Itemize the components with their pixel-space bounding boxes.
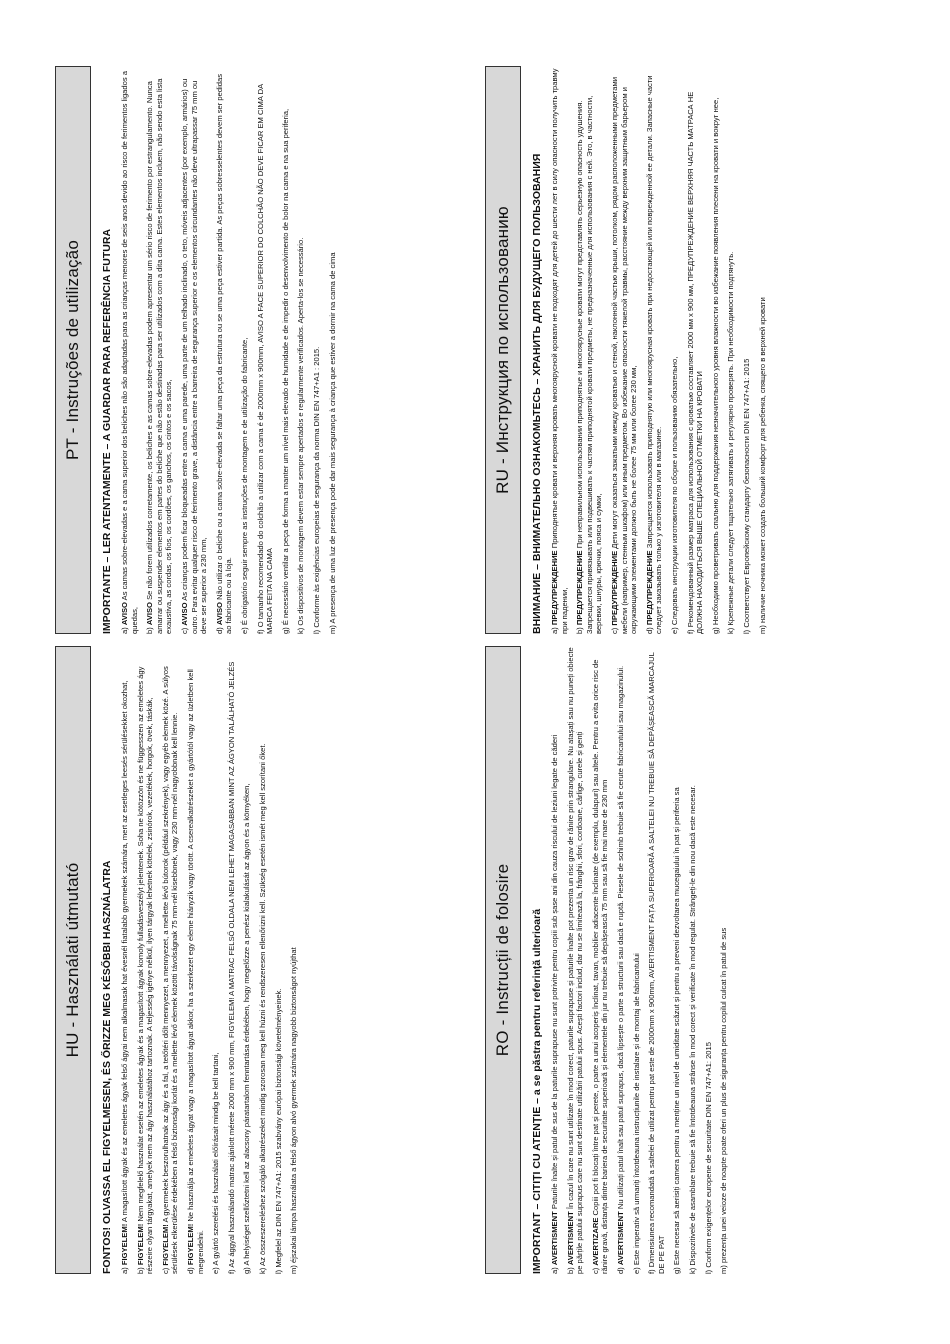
instruction-item (742, 66, 752, 634)
item-text: Dispozitivele de asamblare trebuie să fie întotdeauna strânse în mod corect și verificate în mod regulat. Strângeți-le din nou dacă este necesar. (687, 785, 697, 1266)
instruction-item (647, 646, 666, 1274)
item-text: O tamanho recomendado do colchão a utilizar com a cama é de 2000mm x 900mm, AVISO A FACE SUPERIOR DO COLCHÃO NÃO DEVE FICAR EM CIMA DA MARCA FEITA NA CAMA (255, 84, 275, 634)
item-letter: e) (211, 1265, 221, 1274)
instruction-item (704, 646, 714, 1274)
item-warning-label: AVISO (120, 602, 129, 626)
item-letter: a) (120, 1265, 129, 1274)
item-letter: k) (257, 1265, 267, 1274)
section-ru-title: RU - Инструкция по использованию (485, 66, 521, 634)
section-hu-title: HU - Használati útmutató (55, 646, 91, 1274)
section-pt-title: PT - Instruções de utilização (55, 66, 91, 634)
instruction-item (616, 646, 626, 1274)
instruction-item (161, 646, 180, 1274)
item-letter: g) (280, 625, 290, 634)
instruction-item (145, 66, 174, 634)
instruction-item (258, 646, 268, 1274)
instruction-item (758, 66, 768, 634)
item-letter: a) (550, 625, 559, 634)
item-text: Conform exigențelor europene de securitate DIN EN 747+A1: 2015 (703, 1042, 713, 1268)
item-letter: c) (609, 625, 619, 634)
section-hu-items (120, 646, 299, 1274)
item-text: A helyiséget szellőztetni kell az alacsony páratartalom fenntartása érdekében, hogy megelőzze a penész kialakulását az ágyon és a környéken, (242, 783, 252, 1266)
instruction-item (136, 646, 155, 1274)
item-text: É obrigatório seguir sempre as instruções de montagem e de utilização do fabricante, (239, 337, 249, 626)
section-ru (485, 60, 895, 640)
item-text: Приподнятые кровати и верхняя кровать многоярусной кровати не подходят для детей до шести лет в силу опасности получить травму при падении, (550, 68, 569, 634)
instruction-item (289, 646, 299, 1274)
item-letter: c) (160, 1265, 170, 1274)
item-text: Дети могут оказаться зажатыми между кроватью и стеной, наклонной частью крыши, потолком, рядом расположенными предметами мебели (например, стенным шкафом) или иным предметом. Во избежание опасности тяжелой травмы, расстояние между верхним защитным барьером и окружающими элементами должно быть не более 75 мм или более 230 мм, (609, 77, 639, 634)
instruction-item (550, 646, 560, 1274)
item-letter: g) (242, 1265, 252, 1274)
instruction-item (632, 646, 642, 1274)
item-letter: d) (615, 1265, 625, 1274)
item-letter: k) (296, 625, 306, 634)
item-letter: l) (311, 627, 321, 634)
item-letter: c) (179, 625, 189, 634)
item-text: Este necesar să aerisiți camera pentru a menține un nivel de umiditate scăzut și pentru a preveni dezvoltarea mucegaiului în pat și periferia sa (672, 787, 682, 1266)
section-ru-items (550, 66, 767, 634)
instruction-item (575, 66, 604, 634)
item-text: În cazul în care nu sunt utilizate în mod corect, paturile suprapuse și paturile înalte pot prezenta un risc grav de rănire prin strangulare. Nu atașați sau nu puneți obiecte pe părțile patului suprapus care nu sunt destinate utilizării patului spus. Acești factori includ, dar nu se limitează la, frânghii, sfori, cordoane, cârlige, curele și genți (565, 647, 585, 1274)
item-text: A gyermekek beszorulhatnak az ágy és a fal, a tetőtéri dőlt mennyezet, a mennyezet, a mellette lévő bútorok (például szekrények), vagy egyéb elemek közé. A súlyos sérülések elkerülése érdekében a felső biztonsági korlát és a mellette lévő elemek közötti távolságnak 75 mm-nél kisebbnek, vagy 230 mm-nél nagyobbnak kell lennie. (160, 666, 180, 1274)
item-text: prezența unei veioze de noapte poate oferi un plus de siguranța pentru copilul culcat în patul de sus (719, 927, 729, 1264)
item-letter: f) (647, 1267, 657, 1274)
instruction-item (180, 66, 209, 634)
instruction-item (120, 646, 130, 1274)
item-letter: a) (550, 1265, 559, 1274)
item-letter: k) (687, 1265, 697, 1274)
item-warning-label: AVISO (145, 602, 155, 626)
instruction-item (550, 66, 569, 634)
item-text: As crianças podem ficar bloqueadas entre a cama e uma parede, uma parte de um telhado inclinado, o teto, móveis adjacentes (por exemplo, armários) ou outro. Para evitar qualquer risco de ferimento grave, a distância entre a barreira de segurança superior e os elementos circundantes não deve ultrapassar 75 mm ou deve ser superior a 230 mm, (179, 78, 209, 634)
instruction-item (711, 66, 721, 634)
item-text: Conforme às exigências europeias de segurança da norma DIN EN 747+A1 : 2015. (311, 346, 321, 628)
item-text: Este imperativ să urmariți întotdeauna instrucțiunile de instalare și de montaj ale fabricantului (631, 953, 641, 1266)
item-letter: e) (239, 625, 249, 634)
item-letter: d) (644, 625, 654, 634)
instruction-item (312, 66, 322, 634)
section-pt (55, 60, 465, 640)
instruction-item (566, 646, 585, 1274)
section-ro-title: RO - Instrucții de folosire (485, 646, 521, 1274)
instruction-item (296, 66, 306, 634)
item-letter: d) (185, 1265, 195, 1274)
item-text: A presença de uma luz de presença pode dar mais segurança à criança que estiver a dormir na cama de cima (327, 252, 337, 624)
instruction-item (672, 646, 682, 1274)
item-warning-label: FIGYELEM! (120, 1223, 129, 1266)
item-letter: e) (669, 625, 679, 634)
item-text: Необходимо проветривать спальню для поддержания незначительного уровня влажности во избежание появления плесени на кровати и вокруг нее, (710, 97, 720, 626)
instruction-item (591, 646, 610, 1274)
item-text: Соответствует Европейскому стандарту безопасности DIN EN 747+A1: 2015 (741, 358, 751, 628)
item-letter: b) (575, 625, 585, 634)
item-letter: l) (741, 627, 751, 634)
item-text: Se não forem utilizados corretamente, os beliches e as camas sobre-elevadas podem apresentar um sério risco de ferimento por estrangulamento. Nunca amarrar ou suspender elementos em partes do beliche que não estão destinadas para ser utilizados com a dita cama. Estes elementos incluem, não sendo esta lista exaustiva, as cordas, os fios, os cordões, os ganchos, os cintos e os sacos, (145, 78, 174, 634)
instruction-item (281, 66, 291, 634)
instruction-item (719, 646, 729, 1274)
item-text: Dimensiunea recomandată a saltelei de utilizat pentru pat este de 2000mm x 900mm, AVERTISMENT FAȚA SUPERIOARĂ A SALTELEI NU TREBUIE SĂ DEPĂȘEASCĂ MARCAJUL DE PE PAT (647, 652, 666, 1274)
section-hu-body (55, 640, 299, 1280)
item-letter: d) (214, 625, 224, 634)
item-text: Рекомендованный размер матраса для использования с кроватью составляет 2000 мм x 900 мм, ПРЕДУПРЕЖДЕНИЕ ВЕРХНЯЯ ЧАСТЬ МАТРАСА НЕ ДОЛЖНА НАХОДИТЬСЯ ВЫШЕ СПЕЦИАЛЬНОЙ ОТМЕТКИ НА КРОВАТИ (685, 91, 705, 634)
item-warning-label: AVISO (179, 602, 189, 626)
section-ru-subtitle: ВНИМАНИЕ – ВНИМАТЕЛЬНО ОЗНАКОМЬТЕСЬ – ХРАНИТЬ ДЛЯ БУДУЩЕГО ПОЛЬЗОВАНИЯ (531, 153, 543, 634)
item-warning-label: ПРЕДУПРЕЖДЕНИЕ (644, 550, 654, 626)
item-text: Запрещается использовать приподнятую или многоярусная кровать при недостающей или поврежденной ее детали. Запасные части следует заказывать только у изготовителя или в магазине. (644, 75, 664, 634)
item-text: éjszakai lámpa használata a felső ágyon alvó gyermek számára nagyobb biztonságot nyújthat (289, 947, 299, 1264)
item-warning-label: FIGYELEM! (160, 1224, 170, 1266)
item-text: As camas sobre-elevadas e a cama superior dos beliches não são adaptadas para as crianças menores de seis anos devido ao risco de ferimentos ligados a quedas, (120, 71, 139, 634)
item-letter: f) (226, 1267, 236, 1274)
item-letter: l) (273, 1267, 283, 1274)
item-text: É necessário ventilar a peça de forma a manter um nível mais elevado de humidade e de impedir o desenvolvimento de bolor na cama e na sua periferia, (280, 108, 290, 626)
item-letter: f) (685, 627, 695, 634)
item-letter: m) (719, 1263, 729, 1274)
item-warning-label: FIGYELEM! (185, 1223, 195, 1266)
section-ro (485, 640, 895, 1280)
item-letter: b) (135, 1265, 145, 1274)
section-ro-subtitle: IMPORTANT – CITIȚI CU ATENȚIE – a se păstra pentru referință ulterioară (531, 908, 543, 1274)
item-text: Крепежные детали следует тщательно затягивать и регулярно проверять. При необходимости подтянуть. (726, 251, 736, 626)
section-hu (55, 640, 465, 1280)
instruction-item (240, 66, 250, 634)
item-warning-label: AVISO (214, 602, 224, 626)
item-letter: e) (631, 1265, 641, 1274)
section-ro-items (550, 646, 729, 1274)
instruction-item (726, 66, 736, 634)
item-text: наличие ночника может создать больший комфорт для ребенка, спящего в верхней кровати (757, 297, 767, 624)
instruction-item (328, 66, 338, 634)
item-text: Nu utilizați patul înalt sau patul suprapus, dacă lipsește o parte a structurii sau dacă e ruptă. Piesele de schimb trebuie să fie cerute fabricantului sau magazinului. (615, 665, 625, 1212)
item-letter: k) (726, 625, 736, 634)
item-text: Os dispositivos de montagem devem estar sempre apertados e regularmente verificados. Aperta-los se necessário. (296, 237, 306, 626)
item-text: При неправильном использовании приподнятые и многоярусные кровати могут представлять серьезную опасность удушения. Запрещается привязывать или подвешивать к частям приподнятой кровати предметы, не предназначенные для использования с ней. Это, в частности, веревки, шнуры, крючки, пояса и сумки, (575, 95, 604, 634)
instruction-item (215, 66, 234, 634)
item-text: Ne használja az emeletes ágyat vagy a magasított ágyat akkor, ha a szerkezet egy eleme hiányzik vagy törött. A cserealkatrészeket a gyártótól vagy az üzletben kell megrendelni. (185, 669, 205, 1274)
item-text: Az összeszereléshez szolgáló alkatrészeket mindig szorosan meg kell húzni és rendszeresen ellenőrizni kell. Szükség esetén ismét meg kell szorítani őket. (257, 743, 267, 1266)
item-warning-label: ПРЕДУПРЕЖДЕНИЕ (575, 550, 585, 626)
instruction-item (242, 646, 252, 1274)
item-letter: g) (710, 625, 720, 634)
item-text: Следовать инструкции изготовителя по сборке и пользованию обязательно, (669, 356, 679, 626)
item-letter: b) (145, 625, 155, 634)
section-ro-body (485, 640, 729, 1280)
item-warning-label: AVERTISMENT (550, 1211, 559, 1266)
instruction-item (686, 66, 705, 634)
instruction-item (610, 66, 639, 634)
item-warning-label: ПРЕДУПРЕЖДЕНИЕ (550, 550, 559, 626)
section-hu-subtitle: FONTOS! OLVASSA EL FIGYELMESEN, ÉS ŐRIZZE MEG KÉSŐBBI HASZNÁLATRA (101, 860, 113, 1274)
item-letter: g) (672, 1265, 682, 1274)
item-letter: a) (120, 625, 129, 634)
instruction-item (227, 646, 237, 1274)
item-warning-label: FIGYELEM! (135, 1223, 145, 1266)
item-text: A magasított ágyak és az emeletes ágyak felső ágyai nem alkalmasak hat évesnél fiatalabb gyermekek számára, mert az esetleges leesés sérülésekket okozhat, (120, 680, 129, 1224)
section-pt-body (55, 60, 337, 640)
item-letter: f) (255, 627, 265, 634)
item-text: Não utilizar o beliche ou a cama sobre-elevada se faltar uma peça da estrutura ou se uma peça estiver partida. As peças sobresselentes devem ser pedidas ao fabricante ou à loja. (214, 73, 234, 634)
section-pt-items (120, 66, 337, 634)
item-letter: m) (327, 623, 337, 634)
item-text: A gyártó szerelési és használati előírásait mindig be kell tartani, (211, 1052, 221, 1266)
item-text: Megfelel az DIN EN 747+A1: 2015 szabvány európai biztonsági követelményeinek. (273, 988, 283, 1268)
item-text: Nem megfelelő használat esetén az emeletes ágyak és a magasított ágyak komoly fulladásveszélyt jelentenek. Soha ne kötözzön és ne függesszen az emeletes ágy részeire olyan tárgyakat, amelyek nem az ágy használatához tartoznak. A teljesség igénye nélkül, ilyen tárgyak lehetnek kötelek, zsinórok, vezetékek, horgok, övek, táskák, (135, 666, 155, 1274)
item-warning-label: AVERTISMENT (615, 1211, 625, 1266)
item-letter: b) (565, 1265, 575, 1274)
item-warning-label: AVERTISMENT (565, 1211, 575, 1266)
item-warning-label: AVERTIZARE (590, 1217, 600, 1266)
item-text: Az ággyal használandó matrac ajánlott mérete 2000 mm x 900 mm, FIGYELEM! A MATRAC FELSŐ OLDALA NEM LEHET MAGASABBAN MINT AZ ÁGYON TALÁLHATÓ JELZÉS (226, 661, 236, 1268)
instruction-item (120, 66, 139, 634)
item-text: Paturile înalte și patul de sus de la paturile suprapuse nu sunt potrivite pentru copiii sub șase ani din cauza riscului de leziuni legate de căderi (550, 734, 559, 1212)
instruction-item (186, 646, 205, 1274)
instruction-item (645, 66, 664, 634)
section-pt-subtitle: IMPORTANTE – LER ATENTAMENTE – A GUARDAR PARA REFERÊNCIA FUTURA (101, 228, 113, 634)
item-letter: m) (289, 1263, 299, 1274)
instruction-item (274, 646, 284, 1274)
instruction-item (211, 646, 221, 1274)
item-warning-label: ПРЕДУПРЕЖДЕНИЕ (609, 550, 619, 626)
item-text: Copiii pot fi blocați între pat și perete, o parte a unui acoperiș înclinat, tavan, mobilier adiacente înclinate (de exemplu, dulapuri) sau altele. Pentru a evita orice risc de rănire gravă, distanța dintre bariera de securitate superioară și elementele din jur nu trebuie să depășească 75 mm sau să fie mai mare de 230 mm (590, 659, 610, 1274)
instruction-item (670, 66, 680, 634)
item-letter: l) (703, 1267, 713, 1274)
instruction-item (688, 646, 698, 1274)
item-letter: c) (590, 1265, 600, 1274)
instruction-item (256, 66, 275, 634)
item-letter: m) (757, 623, 767, 634)
section-ru-body (485, 60, 767, 640)
